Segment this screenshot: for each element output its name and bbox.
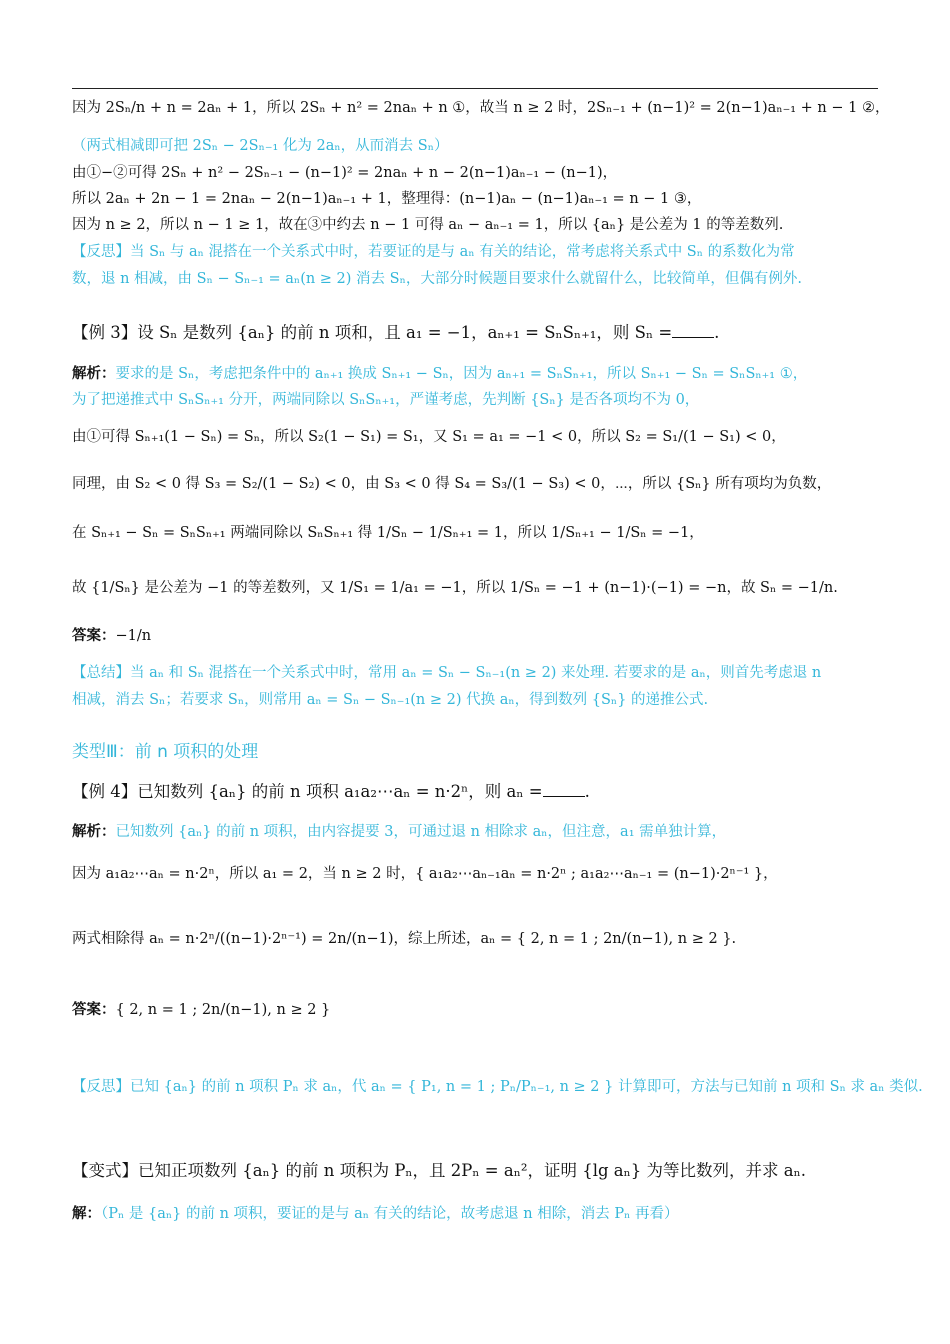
variant-title: 【变式】已知正项数列 {aₙ} 的前 n 项积为 Pₙ，且 2Pₙ = aₙ²，证明 {lg aₙ} 为等比数列，并求 aₙ. — [72, 1161, 806, 1180]
text-line: 解析：已知数列 {aₙ} 的前 n 项积，由内容提要 3，可通过退 n 相除求 aₙ，但注意，a₁ 需单独计算， — [72, 824, 727, 840]
answer-line: 答案：{ 2, n = 1 ; 2n/(n−1), n ≥ 2 } — [72, 1002, 331, 1018]
header-rule — [72, 88, 878, 89]
text-line: 为了把递推式中 SₙSₙ₊₁ 分开，两端同除以 SₙSₙ₊₁，严谨考虑，先判断 {Sₙ} 是否各项均不为 0， — [72, 392, 700, 408]
text-line: 由①−②可得 2Sₙ + n² − 2Sₙ₋₁ − (n−1)² = 2naₙ + n − 2(n−1)aₙ₋₁ − (n−1)， — [72, 165, 618, 181]
text-line: 数，退 n 相减，由 Sₙ − Sₙ₋₁ = aₙ(n ≥ 2) 消去 Sₙ，大部分时候题目要求什么就留什么，比较简单，但偶有例外. — [72, 271, 802, 287]
text-line: 解：（Pₙ 是 {aₙ} 的前 n 项积，要证的是与 aₙ 有关的结论，故考虑退 n 相除，消去 Pₙ 再看） — [72, 1206, 679, 1222]
reflection-tag: 【反思】 — [72, 1079, 130, 1095]
text-line: 在 Sₙ₊₁ − Sₙ = SₙSₙ₊₁ 两端同除以 SₙSₙ₊₁ 得 1/Sₙ − 1/Sₙ₊₁ = 1，所以 1/Sₙ₊₁ − 1/Sₙ = −1， — [72, 525, 704, 541]
text-line: 【总结】当 aₙ 和 Sₙ 混搭在一个关系式中时，常用 aₙ = Sₙ − Sₙ₋₁(n ≥ 2) 来处理. 若要求的是 aₙ，则首先考虑退 n — [72, 665, 822, 681]
text-line: 相减，消去 Sₙ；若要求 Sₙ，则常用 aₙ = Sₙ − Sₙ₋₁(n ≥ 2) 代换 aₙ，得到数列 {Sₙ} 的递推公式. — [72, 692, 709, 708]
text-line: 因为 2Sₙ/n + n = 2aₙ + 1，所以 2Sₙ + n² = 2naₙ + n ①，故当 n ≥ 2 时，2Sₙ₋₁ + (n−1)² = 2(n−1)aₙ₋₁ + n − 1 ②， — [72, 100, 890, 116]
text-line: 由①可得 Sₙ₊₁(1 − Sₙ) = Sₙ，所以 S₂(1 − S₁) = S₁，又 S₁ = a₁ = −1 < 0，所以 S₂ = S₁/(1 − S₁) < 0， — [72, 429, 786, 445]
text-line: 所以 2aₙ + 2n − 1 = 2naₙ − 2(n−1)aₙ₋₁ + 1，整理得：(n−1)aₙ − (n−1)aₙ₋₁ = n − 1 ③， — [72, 191, 702, 207]
section-heading: 类型Ⅲ：前 n 项积的处理 — [72, 742, 259, 762]
answer-line: 答案：−1/n — [72, 628, 152, 644]
text-line: 【反思】当 Sₙ 与 aₙ 混搭在一个关系式中时，若要证的是与 aₙ 有关的结论，常考虑将关系式中 Sₙ 的系数化为常 — [72, 244, 795, 260]
text-line: 同理，由 S₂ < 0 得 S₃ = S₂/(1 − S₂) < 0，由 S₃ < 0 得 S₄ = S₃/(1 − S₃) < 0，⋯，所以 {Sₙ} 所有项均为负数， — [72, 476, 832, 492]
text-line: 故 {1/Sₙ} 是公差为 −1 的等差数列，又 1/S₁ = 1/a₁ = −1，所以 1/Sₙ = −1 + (n−1)·(−1) = −n，故 Sₙ = −1/n. — [72, 580, 838, 596]
text-line: 【反思】已知 {aₙ} 的前 n 项积 Pₙ 求 aₙ，代 aₙ = { P₁, n = 1 ; Pₙ/Pₙ₋₁, n ≥ 2 } 计算即可，方法与已知前 n 项和 Sₙ 求 aₙ 类似. — [72, 1079, 923, 1095]
text-line: 解析：要求的是 Sₙ，考虑把条件中的 aₙ₊₁ 换成 Sₙ₊₁ − Sₙ，因为 aₙ₊₁ = SₙSₙ₊₁，所以 Sₙ₊₁ − Sₙ = SₙSₙ₊₁ ①， — [72, 366, 808, 382]
answer-blank — [543, 795, 585, 797]
example-title: 【例 4】已知数列 {aₙ} 的前 n 项积 a₁a₂⋯aₙ = n·2ⁿ，则 aₙ = . — [72, 782, 590, 801]
text-line: 因为 n ≥ 2，所以 n − 1 ≥ 1，故在③中约去 n − 1 可得 aₙ − aₙ₋₁ = 1，所以 {aₙ} 是公差为 1 的等差数列. — [72, 217, 784, 233]
example-title: 【例 3】设 Sₙ 是数列 {aₙ} 的前 n 项和，且 a₁ = −1，aₙ₊₁ = SₙSₙ₊₁，则 Sₙ = . — [72, 323, 720, 342]
text-line: （两式相减即可把 2Sₙ − 2Sₙ₋₁ 化为 2aₙ，从而消去 Sₙ） — [72, 138, 449, 154]
answer-blank — [672, 336, 714, 338]
summary-tag: 【总结】 — [72, 665, 130, 681]
reflection-tag: 【反思】 — [72, 244, 130, 260]
text-line: 因为 a₁a₂⋯aₙ = n·2ⁿ，所以 a₁ = 2，当 n ≥ 2 时，{ a₁a₂⋯aₙ₋₁aₙ = n·2ⁿ ; a₁a₂⋯aₙ₋₁ = (n−1)·2ⁿ⁻¹ }， — [72, 866, 778, 882]
text-line: 两式相除得 aₙ = n·2ⁿ/((n−1)·2ⁿ⁻¹) = 2n/(n−1)，综上所述，aₙ = { 2, n = 1 ; 2n/(n−1), n ≥ 2 }. — [72, 931, 737, 947]
